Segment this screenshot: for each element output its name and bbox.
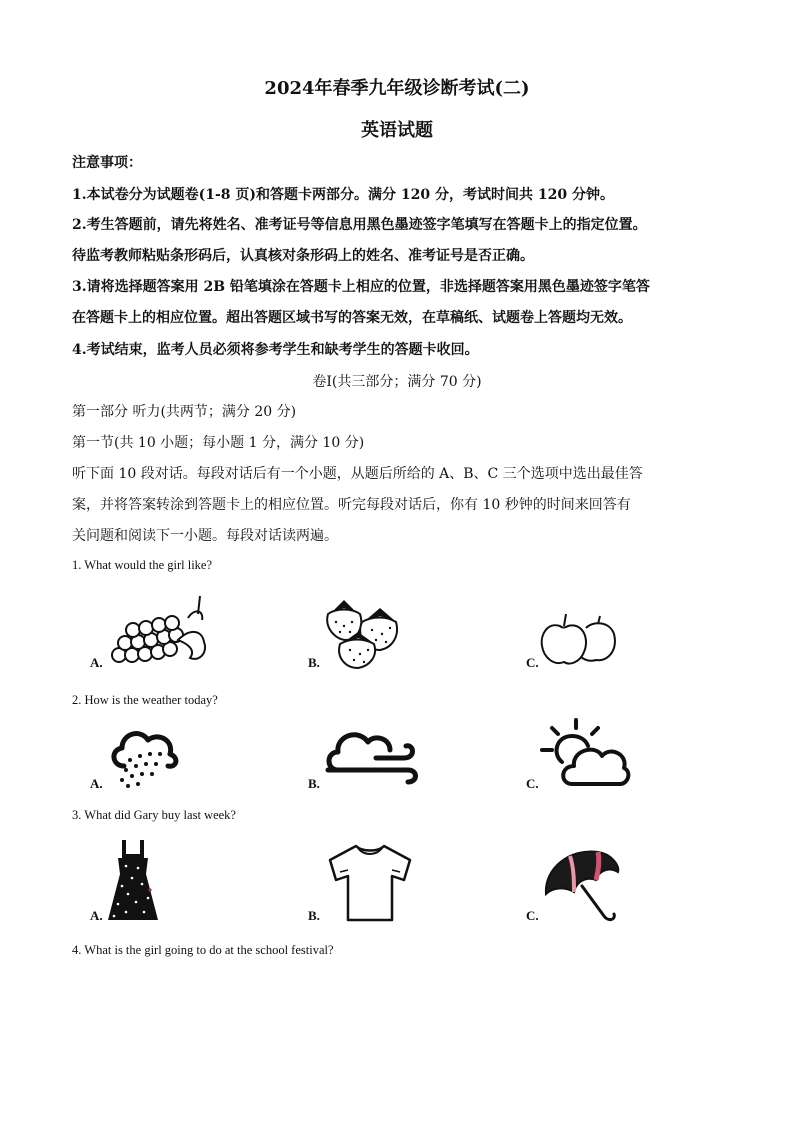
option-label: A. — [90, 655, 103, 670]
question-3: 3. What did Gary buy last week? — [72, 808, 236, 822]
instruction-line: 案，并将答案转涂到答题卡上的相应位置。听完每段对话后，你有 10 秒钟的时间来回答有 — [72, 497, 631, 513]
option-label: B. — [308, 655, 320, 670]
exam-subtitle: 英语试题 — [361, 120, 433, 141]
question-1: 1. What would the girl like? — [72, 558, 213, 572]
option-label: C. — [526, 655, 539, 670]
question-2: 2. How is the weather today? — [72, 693, 218, 707]
t-shirt-icon — [326, 842, 414, 922]
instruction-line: 听下面 10 段对话。每段对话后有一个小题，从题后所给的 A、B、C 三个选项中选出最佳答 — [72, 466, 643, 482]
rain-cloud-icon — [108, 726, 180, 790]
exam-title: 2024年春季九年级诊断考试(二) — [264, 78, 530, 99]
part-heading: 第一部分 听力(共两节；满分 20 分) — [72, 404, 297, 420]
note-line: 2.考生答题前，请先将姓名、准考证号等信息用黑色墨迹签字笔填写在答题卡上的指定位置。 — [72, 217, 647, 233]
option-label: C. — [526, 776, 539, 791]
section-heading: 第一节(共 10 小题；每小题 1 分，满分 10 分) — [72, 435, 365, 451]
instruction-line: 关问题和阅读下一小题。每段对话读两遍。 — [72, 528, 338, 544]
wind-cloud-icon — [324, 724, 420, 786]
option-label: A. — [90, 776, 103, 791]
note-line: 3.请将选择题答案用 2B 铅笔填涂在答题卡上相应的位置，非选择题答案用黑色墨迹签字笔答 — [72, 279, 650, 295]
note-line: 1.本试卷分为试题卷(1-8 页)和答题卡两部分。满分 120 分，考试时间共 120 分钟。 — [72, 187, 614, 203]
option-label: A. — [90, 908, 103, 923]
option-label: B. — [308, 908, 320, 923]
grapes-icon — [104, 600, 214, 670]
option-label: C. — [526, 908, 539, 923]
note-line: 待监考教师粘贴条形码后，认真核对条形码上的姓名、准考证号是否正确。 — [72, 248, 534, 264]
volume-heading: 卷Ⅰ(共三部分；满分 70 分) — [312, 374, 482, 390]
note-line: 在答题卡上的相应位置。超出答题区域书写的答案无效，在草稿纸、试题卷上答题均无效。 — [72, 310, 632, 326]
notes-heading: 注意事项： — [72, 155, 142, 171]
note-line: 4.考试结束，监考人员必须将参考学生和缺考学生的答题卡收回。 — [72, 342, 479, 358]
question-4: 4. What is the girl going to do at the school festival? — [72, 943, 334, 957]
option-label: B. — [308, 776, 320, 791]
strawberries-icon — [322, 594, 407, 670]
umbrella-icon — [540, 846, 624, 928]
sun-cloud-icon — [540, 718, 632, 790]
dress-icon — [106, 838, 160, 922]
apples-icon — [540, 612, 620, 668]
